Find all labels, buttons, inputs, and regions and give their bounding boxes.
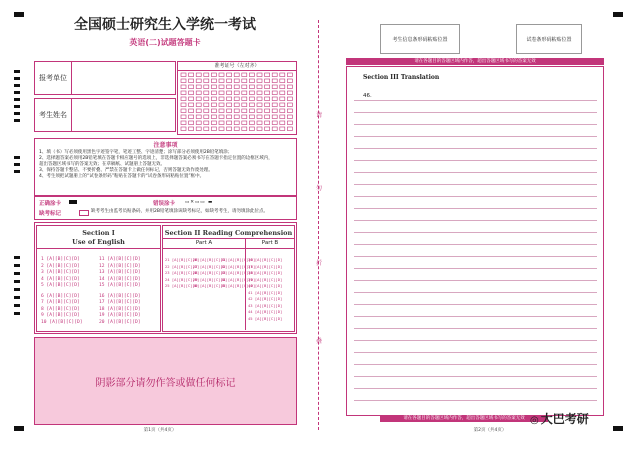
question-option-row[interactable]: 34 [A][B][C][D]: [221, 276, 256, 282]
question-46-number: 46.: [363, 93, 372, 99]
question-option-row[interactable]: 33 [A][B][C][D]: [221, 270, 256, 275]
question-option-row[interactable]: 6 [A][B][C][D]: [41, 293, 80, 299]
writing-line[interactable]: [354, 292, 597, 293]
number-bubble[interactable]: [272, 121, 277, 125]
question-option-row[interactable]: 32 [A][B][C][D]: [221, 263, 256, 269]
number-bubble[interactable]: [272, 85, 277, 89]
part-b-label: Part B: [261, 240, 279, 246]
number-bubble[interactable]: [242, 109, 247, 113]
number-bubble[interactable]: [272, 91, 277, 95]
writing-line[interactable]: [354, 100, 597, 101]
number-bubble[interactable]: [280, 115, 285, 119]
number-bubble[interactable]: [219, 79, 224, 83]
number-bubble[interactable]: [272, 97, 277, 101]
number-bubble[interactable]: [204, 79, 209, 83]
number-bubble[interactable]: [242, 97, 247, 101]
number-bubble[interactable]: [196, 91, 201, 95]
writing-line[interactable]: [354, 376, 597, 377]
question-option-row[interactable]: 26 [A][B][C][D]: [193, 257, 228, 262]
number-bubble[interactable]: [204, 115, 209, 119]
number-bubble[interactable]: [181, 115, 186, 119]
writing-line[interactable]: [354, 268, 597, 269]
writing-line[interactable]: [354, 208, 597, 209]
number-bubble[interactable]: [257, 91, 262, 95]
writing-line[interactable]: [354, 172, 597, 173]
top-warning-text: 请在各题目的答题区域内作答，超出答题区域书写的答案无效: [414, 59, 536, 64]
number-bubble[interactable]: [249, 103, 254, 107]
wrong-fill-samples: ▭✕▭▭ ▬: [185, 200, 214, 205]
writing-line[interactable]: [354, 220, 597, 221]
number-bubble[interactable]: [211, 97, 216, 101]
number-bubble[interactable]: [280, 97, 285, 101]
number-bubble[interactable]: [265, 79, 270, 83]
number-bubble-grid[interactable]: [178, 71, 296, 133]
number-bubble[interactable]: [204, 127, 209, 131]
note-item: 4、考生须把试题册上的“试卷条形码”粘贴在答题卡的“试卷条形码粘贴位置”框中。: [39, 174, 205, 179]
question-option-row[interactable]: 39 [A][B][C][D]: [248, 276, 283, 282]
number-bubble[interactable]: [249, 121, 254, 125]
number-bubble[interactable]: [196, 79, 201, 83]
question-option-row[interactable]: 45 [A][B][C][D]: [248, 315, 283, 321]
timing-track: [14, 256, 20, 320]
question-option-row[interactable]: 27 [A][B][C][D]: [193, 263, 228, 269]
number-bubble[interactable]: [287, 79, 292, 83]
number-bubble[interactable]: [272, 103, 277, 107]
number-bubble[interactable]: [219, 115, 224, 119]
number-bubble[interactable]: [181, 109, 186, 113]
number-bubble[interactable]: [287, 97, 292, 101]
writing-line[interactable]: [354, 196, 597, 197]
fold-mark-char: 叠: [316, 338, 323, 345]
correct-fill-sample: [69, 200, 77, 204]
section-2-title: Section II Reading Comprehension: [164, 229, 293, 237]
question-option-row[interactable]: 40 [A][B][C][D]: [248, 283, 283, 288]
number-bubble[interactable]: [181, 73, 186, 77]
number-bubble[interactable]: [204, 91, 209, 95]
timing-track: [14, 156, 20, 177]
number-bubble[interactable]: [204, 103, 209, 107]
number-bubble[interactable]: [287, 85, 292, 89]
candidate-barcode-label: 考生信息条形码粘贴位置: [392, 37, 448, 43]
number-bubble[interactable]: [196, 97, 201, 101]
number-bubble[interactable]: [280, 121, 285, 125]
number-bubble[interactable]: [280, 79, 285, 83]
number-bubble[interactable]: [242, 103, 247, 107]
number-bubble[interactable]: [234, 73, 239, 77]
number-bubble[interactable]: [287, 109, 292, 113]
number-bubble[interactable]: [189, 115, 194, 119]
shaded-area-text: 阴影部分请勿作答或做任何标记: [95, 378, 236, 389]
number-bubble[interactable]: [280, 109, 285, 113]
note-item: 1、填（书）写必须使用黑色字迹签字笔，笔迹工整、字迹清楚；涂写部分必须使用2B铅笔填涂；: [39, 150, 233, 155]
number-bubble[interactable]: [227, 115, 232, 119]
question-option-row[interactable]: 16 [A][B][C][D]: [99, 293, 141, 299]
candidate-name-label: 考生姓名: [35, 99, 72, 131]
number-bubble[interactable]: [280, 73, 285, 77]
top-warning-bar: [346, 58, 604, 65]
candidate-name-field[interactable]: [34, 98, 176, 132]
question-option-row[interactable]: 37 [A][B][C][D]: [248, 263, 283, 269]
number-bubble[interactable]: [227, 109, 232, 113]
fold-mark-char: 勿: [316, 185, 323, 192]
exam-unit-label: 报考单位: [35, 62, 72, 94]
question-option-row[interactable]: 35 [A][B][C][D]: [221, 283, 256, 288]
writing-line[interactable]: [354, 124, 597, 125]
number-bubble[interactable]: [265, 103, 270, 107]
shaded-no-answer-area: [34, 337, 297, 425]
writing-line[interactable]: [354, 184, 597, 185]
number-bubble[interactable]: [211, 103, 216, 107]
question-option-row[interactable]: 18 [A][B][C][D]: [99, 306, 141, 312]
question-option-row[interactable]: 29 [A][B][C][D]: [193, 276, 228, 282]
number-bubble[interactable]: [265, 121, 270, 125]
question-option-row[interactable]: 11 [A][B][C][D]: [99, 257, 141, 262]
number-bubble[interactable]: [272, 73, 277, 77]
question-option-row[interactable]: 10 [A][B][C][D]: [41, 319, 83, 325]
number-bubble[interactable]: [227, 73, 232, 77]
number-bubble[interactable]: [234, 121, 239, 125]
question-option-row[interactable]: 9 [A][B][C][D]: [41, 313, 80, 318]
absent-mark-box[interactable]: [79, 210, 89, 216]
page-number-left: 第1页（共4页）: [143, 428, 177, 433]
section-1-subtitle: Use of English: [72, 238, 125, 246]
question-option-row[interactable]: 22 [A][B][C][D]: [165, 263, 200, 269]
number-bubble[interactable]: [257, 85, 262, 89]
number-bubble[interactable]: [196, 85, 201, 89]
question-option-row[interactable]: 43 [A][B][C][D]: [248, 302, 283, 308]
number-bubble[interactable]: [181, 121, 186, 125]
question-option-row[interactable]: 5 [A][B][C][D]: [41, 283, 80, 288]
corner-mark: [14, 12, 24, 17]
watermark-text: 大巴考研: [540, 412, 589, 426]
number-bubble[interactable]: [272, 115, 277, 119]
number-bubble[interactable]: [219, 97, 224, 101]
number-bubble[interactable]: [211, 85, 216, 89]
number-bubble[interactable]: [257, 97, 262, 101]
question-option-row[interactable]: 24 [A][B][C][D]: [165, 276, 200, 282]
number-bubble[interactable]: [219, 127, 224, 131]
note-item: 超出答题区域书写的答案无效；在草稿纸、试题册上答题无效。: [39, 162, 165, 167]
question-option-row[interactable]: 42 [A][B][C][D]: [248, 296, 283, 301]
writing-line[interactable]: [354, 256, 597, 257]
question-option-row[interactable]: 31 [A][B][C][D]: [221, 257, 256, 262]
number-bubble[interactable]: [257, 109, 262, 113]
number-bubble[interactable]: [196, 121, 201, 125]
writing-line[interactable]: [354, 364, 597, 365]
number-bubble[interactable]: [287, 127, 292, 131]
number-bubble[interactable]: [189, 121, 194, 125]
number-bubble[interactable]: [227, 103, 232, 107]
question-option-row[interactable]: 3 [A][B][C][D]: [41, 270, 80, 275]
writing-line[interactable]: [354, 136, 597, 137]
question-option-row[interactable]: 44 [A][B][C][D]: [248, 309, 283, 314]
number-bubble[interactable]: [189, 91, 194, 95]
number-bubble[interactable]: [181, 85, 186, 89]
notes-list: [39, 150, 294, 180]
number-bubble[interactable]: [219, 85, 224, 89]
translation-section-title: Section III Translation: [363, 74, 440, 81]
writing-line[interactable]: [354, 316, 597, 317]
writing-line[interactable]: [354, 400, 597, 401]
number-bubble[interactable]: [265, 127, 270, 131]
wechat-icon: ◎: [530, 415, 539, 426]
number-bubble[interactable]: [189, 73, 194, 77]
number-bubble[interactable]: [234, 97, 239, 101]
number-bubble[interactable]: [249, 109, 254, 113]
corner-mark: [613, 12, 623, 17]
question-option-row[interactable]: 20 [A][B][C][D]: [99, 319, 141, 325]
question-option-row[interactable]: 14 [A][B][C][D]: [99, 276, 141, 282]
question-option-row[interactable]: 13 [A][B][C][D]: [99, 270, 141, 275]
notes-heading: 注意事项: [153, 142, 178, 149]
number-bubble[interactable]: [189, 79, 194, 83]
number-bubble[interactable]: [272, 79, 277, 83]
number-bubble[interactable]: [287, 73, 292, 77]
fold-mark-char: 请: [316, 112, 323, 119]
number-bubble[interactable]: [257, 73, 262, 77]
question-option-row[interactable]: 21 [A][B][C][D]: [165, 257, 200, 262]
question-option-row[interactable]: 36 [A][B][C][D]: [248, 257, 283, 262]
number-bubble[interactable]: [227, 121, 232, 125]
number-bubble[interactable]: [265, 73, 270, 77]
number-bubble[interactable]: [204, 97, 209, 101]
number-bubble[interactable]: [204, 109, 209, 113]
page-number-right: 第2页（共4页）: [473, 428, 507, 433]
number-bubble[interactable]: [265, 109, 270, 113]
number-bubble[interactable]: [189, 127, 194, 131]
candidate-barcode-box: [380, 24, 460, 54]
number-bubble[interactable]: [287, 115, 292, 119]
number-bubble[interactable]: [280, 85, 285, 89]
number-bubble[interactable]: [196, 115, 201, 119]
notes-box: [34, 138, 297, 196]
candidate-number-label: 准考证号（左对齐）: [178, 62, 296, 71]
writing-line[interactable]: [354, 148, 597, 149]
note-item: 3、保持答题卡整洁、不要折叠、严禁在答题卡上做任何标记，否则答题无效作废处理。: [39, 168, 213, 173]
writing-line[interactable]: [354, 340, 597, 341]
objective-answer-area: [34, 222, 297, 334]
number-bubble[interactable]: [280, 127, 285, 131]
number-bubble[interactable]: [181, 103, 186, 107]
number-bubble[interactable]: [234, 127, 239, 131]
number-bubble[interactable]: [234, 91, 239, 95]
question-option-row[interactable]: 1 [A][B][C][D]: [41, 257, 80, 262]
wrong-fill-label: 错误涂卡: [153, 201, 176, 207]
question-option-row[interactable]: 41 [A][B][C][D]: [248, 289, 283, 295]
number-bubble[interactable]: [257, 121, 262, 125]
writing-line[interactable]: [354, 388, 597, 389]
number-bubble[interactable]: [189, 85, 194, 89]
question-option-row[interactable]: 19 [A][B][C][D]: [99, 313, 141, 318]
answer-card-subtitle: 英语(二)试题答题卡: [129, 38, 201, 47]
number-bubble[interactable]: [189, 109, 194, 113]
timing-track: [14, 70, 20, 126]
writing-line[interactable]: [354, 232, 597, 233]
number-bubble[interactable]: [249, 85, 254, 89]
bottom-warning-bar: [380, 415, 548, 422]
number-bubble[interactable]: [242, 85, 247, 89]
number-bubble[interactable]: [265, 85, 270, 89]
number-bubble[interactable]: [234, 85, 239, 89]
absent-mark-label: 缺考标记: [39, 211, 62, 217]
number-bubble[interactable]: [181, 97, 186, 101]
question-option-row[interactable]: 17 [A][B][C][D]: [99, 300, 141, 305]
correct-fill-label: 正确涂卡: [39, 201, 62, 207]
number-bubble[interactable]: [280, 91, 285, 95]
question-option-row[interactable]: 4 [A][B][C][D]: [41, 276, 80, 282]
writing-line[interactable]: [354, 160, 597, 161]
number-bubble[interactable]: [211, 79, 216, 83]
number-bubble[interactable]: [181, 91, 186, 95]
number-bubble[interactable]: [211, 91, 216, 95]
question-option-row[interactable]: 2 [A][B][C][D]: [41, 263, 80, 269]
number-bubble[interactable]: [257, 103, 262, 107]
number-bubble[interactable]: [227, 85, 232, 89]
number-bubble[interactable]: [249, 91, 254, 95]
number-bubble[interactable]: [249, 73, 254, 77]
fill-example-box: [34, 196, 297, 220]
number-bubble[interactable]: [242, 115, 247, 119]
number-bubble[interactable]: [211, 73, 216, 77]
number-bubble[interactable]: [211, 121, 216, 125]
number-bubble[interactable]: [204, 85, 209, 89]
exam-unit-field[interactable]: [34, 61, 176, 95]
writing-line[interactable]: [354, 280, 597, 281]
fold-line: [318, 20, 319, 430]
number-bubble[interactable]: [249, 115, 254, 119]
number-bubble[interactable]: [181, 79, 186, 83]
number-bubble[interactable]: [242, 73, 247, 77]
number-bubble[interactable]: [219, 103, 224, 107]
number-bubble[interactable]: [242, 79, 247, 83]
fold-mark-char: 折: [316, 260, 323, 267]
watermark-logo: [530, 410, 589, 427]
number-bubble[interactable]: [272, 127, 277, 131]
paper-barcode-box: [516, 24, 582, 54]
number-bubble[interactable]: [227, 79, 232, 83]
number-bubble[interactable]: [242, 127, 247, 131]
number-bubble[interactable]: [287, 103, 292, 107]
number-bubble[interactable]: [196, 73, 201, 77]
number-bubble[interactable]: [196, 109, 201, 113]
question-option-row[interactable]: 8 [A][B][C][D]: [41, 306, 80, 312]
number-bubble[interactable]: [219, 91, 224, 95]
number-bubble[interactable]: [265, 91, 270, 95]
number-bubble[interactable]: [227, 127, 232, 131]
number-bubble[interactable]: [234, 109, 239, 113]
section-1-title: Section I: [82, 229, 115, 237]
corner-mark: [613, 426, 623, 431]
number-bubble[interactable]: [234, 79, 239, 83]
number-bubble[interactable]: [196, 127, 201, 131]
number-bubble[interactable]: [234, 103, 239, 107]
number-bubble[interactable]: [181, 127, 186, 131]
number-bubble[interactable]: [196, 103, 201, 107]
question-option-row[interactable]: 15 [A][B][C][D]: [99, 283, 141, 288]
number-bubble[interactable]: [204, 121, 209, 125]
absent-mark-note: 缺考考生由监考员贴条码，并用2B铅笔填涂该缺考标记，如缺考考生，请勿填涂此位点。: [91, 209, 268, 214]
number-bubble[interactable]: [280, 103, 285, 107]
number-bubble[interactable]: [204, 73, 209, 77]
number-bubble[interactable]: [219, 121, 224, 125]
number-bubble[interactable]: [211, 115, 216, 119]
writing-line[interactable]: [354, 304, 597, 305]
number-bubble[interactable]: [265, 115, 270, 119]
question-option-row[interactable]: 12 [A][B][C][D]: [99, 263, 141, 269]
number-bubble[interactable]: [272, 109, 277, 113]
number-bubble[interactable]: [219, 73, 224, 77]
number-bubble[interactable]: [242, 91, 247, 95]
question-option-row[interactable]: 38 [A][B][C][D]: [248, 270, 283, 275]
number-bubble[interactable]: [265, 97, 270, 101]
question-option-row[interactable]: 7 [A][B][C][D]: [41, 300, 80, 305]
exam-title: 全国硕士研究生入学统一考试: [74, 17, 256, 33]
number-bubble[interactable]: [234, 115, 239, 119]
note-item: 2、选择题答案必须用2B铅笔填在答题卡相应题号的选项上，非选择题答案必须书写在答题卡指定位置的边框区域内，: [39, 156, 273, 161]
candidate-number-grid[interactable]: [177, 61, 297, 135]
part-a-label: Part A: [195, 240, 213, 246]
writing-line[interactable]: [354, 352, 597, 353]
corner-mark: [14, 426, 24, 431]
number-bubble[interactable]: [211, 109, 216, 113]
number-bubble[interactable]: [287, 91, 292, 95]
number-bubble[interactable]: [249, 97, 254, 101]
number-bubble[interactable]: [257, 127, 262, 131]
number-bubble[interactable]: [219, 109, 224, 113]
number-bubble[interactable]: [227, 91, 232, 95]
number-bubble[interactable]: [249, 127, 254, 131]
number-bubble[interactable]: [249, 79, 254, 83]
number-bubble[interactable]: [242, 121, 247, 125]
number-bubble[interactable]: [227, 97, 232, 101]
paper-barcode-label: 试卷条形码粘贴位置: [526, 37, 572, 43]
writing-line[interactable]: [354, 244, 597, 245]
bottom-warning-text: 请在各题目的答题区域内作答，超出答题区域书写的答案无效: [403, 416, 525, 421]
number-bubble[interactable]: [257, 115, 262, 119]
writing-line[interactable]: [354, 328, 597, 329]
question-option-row[interactable]: 23 [A][B][C][D]: [165, 270, 200, 275]
number-bubble[interactable]: [257, 79, 262, 83]
number-bubble[interactable]: [287, 121, 292, 125]
number-bubble[interactable]: [189, 103, 194, 107]
question-option-row[interactable]: 25 [A][B][C][D]: [165, 283, 200, 288]
number-bubble[interactable]: [189, 97, 194, 101]
writing-line[interactable]: [354, 112, 597, 113]
number-bubble[interactable]: [211, 127, 216, 131]
question-option-row[interactable]: 30 [A][B][C][D]: [193, 283, 228, 288]
question-option-row[interactable]: 28 [A][B][C][D]: [193, 270, 228, 275]
